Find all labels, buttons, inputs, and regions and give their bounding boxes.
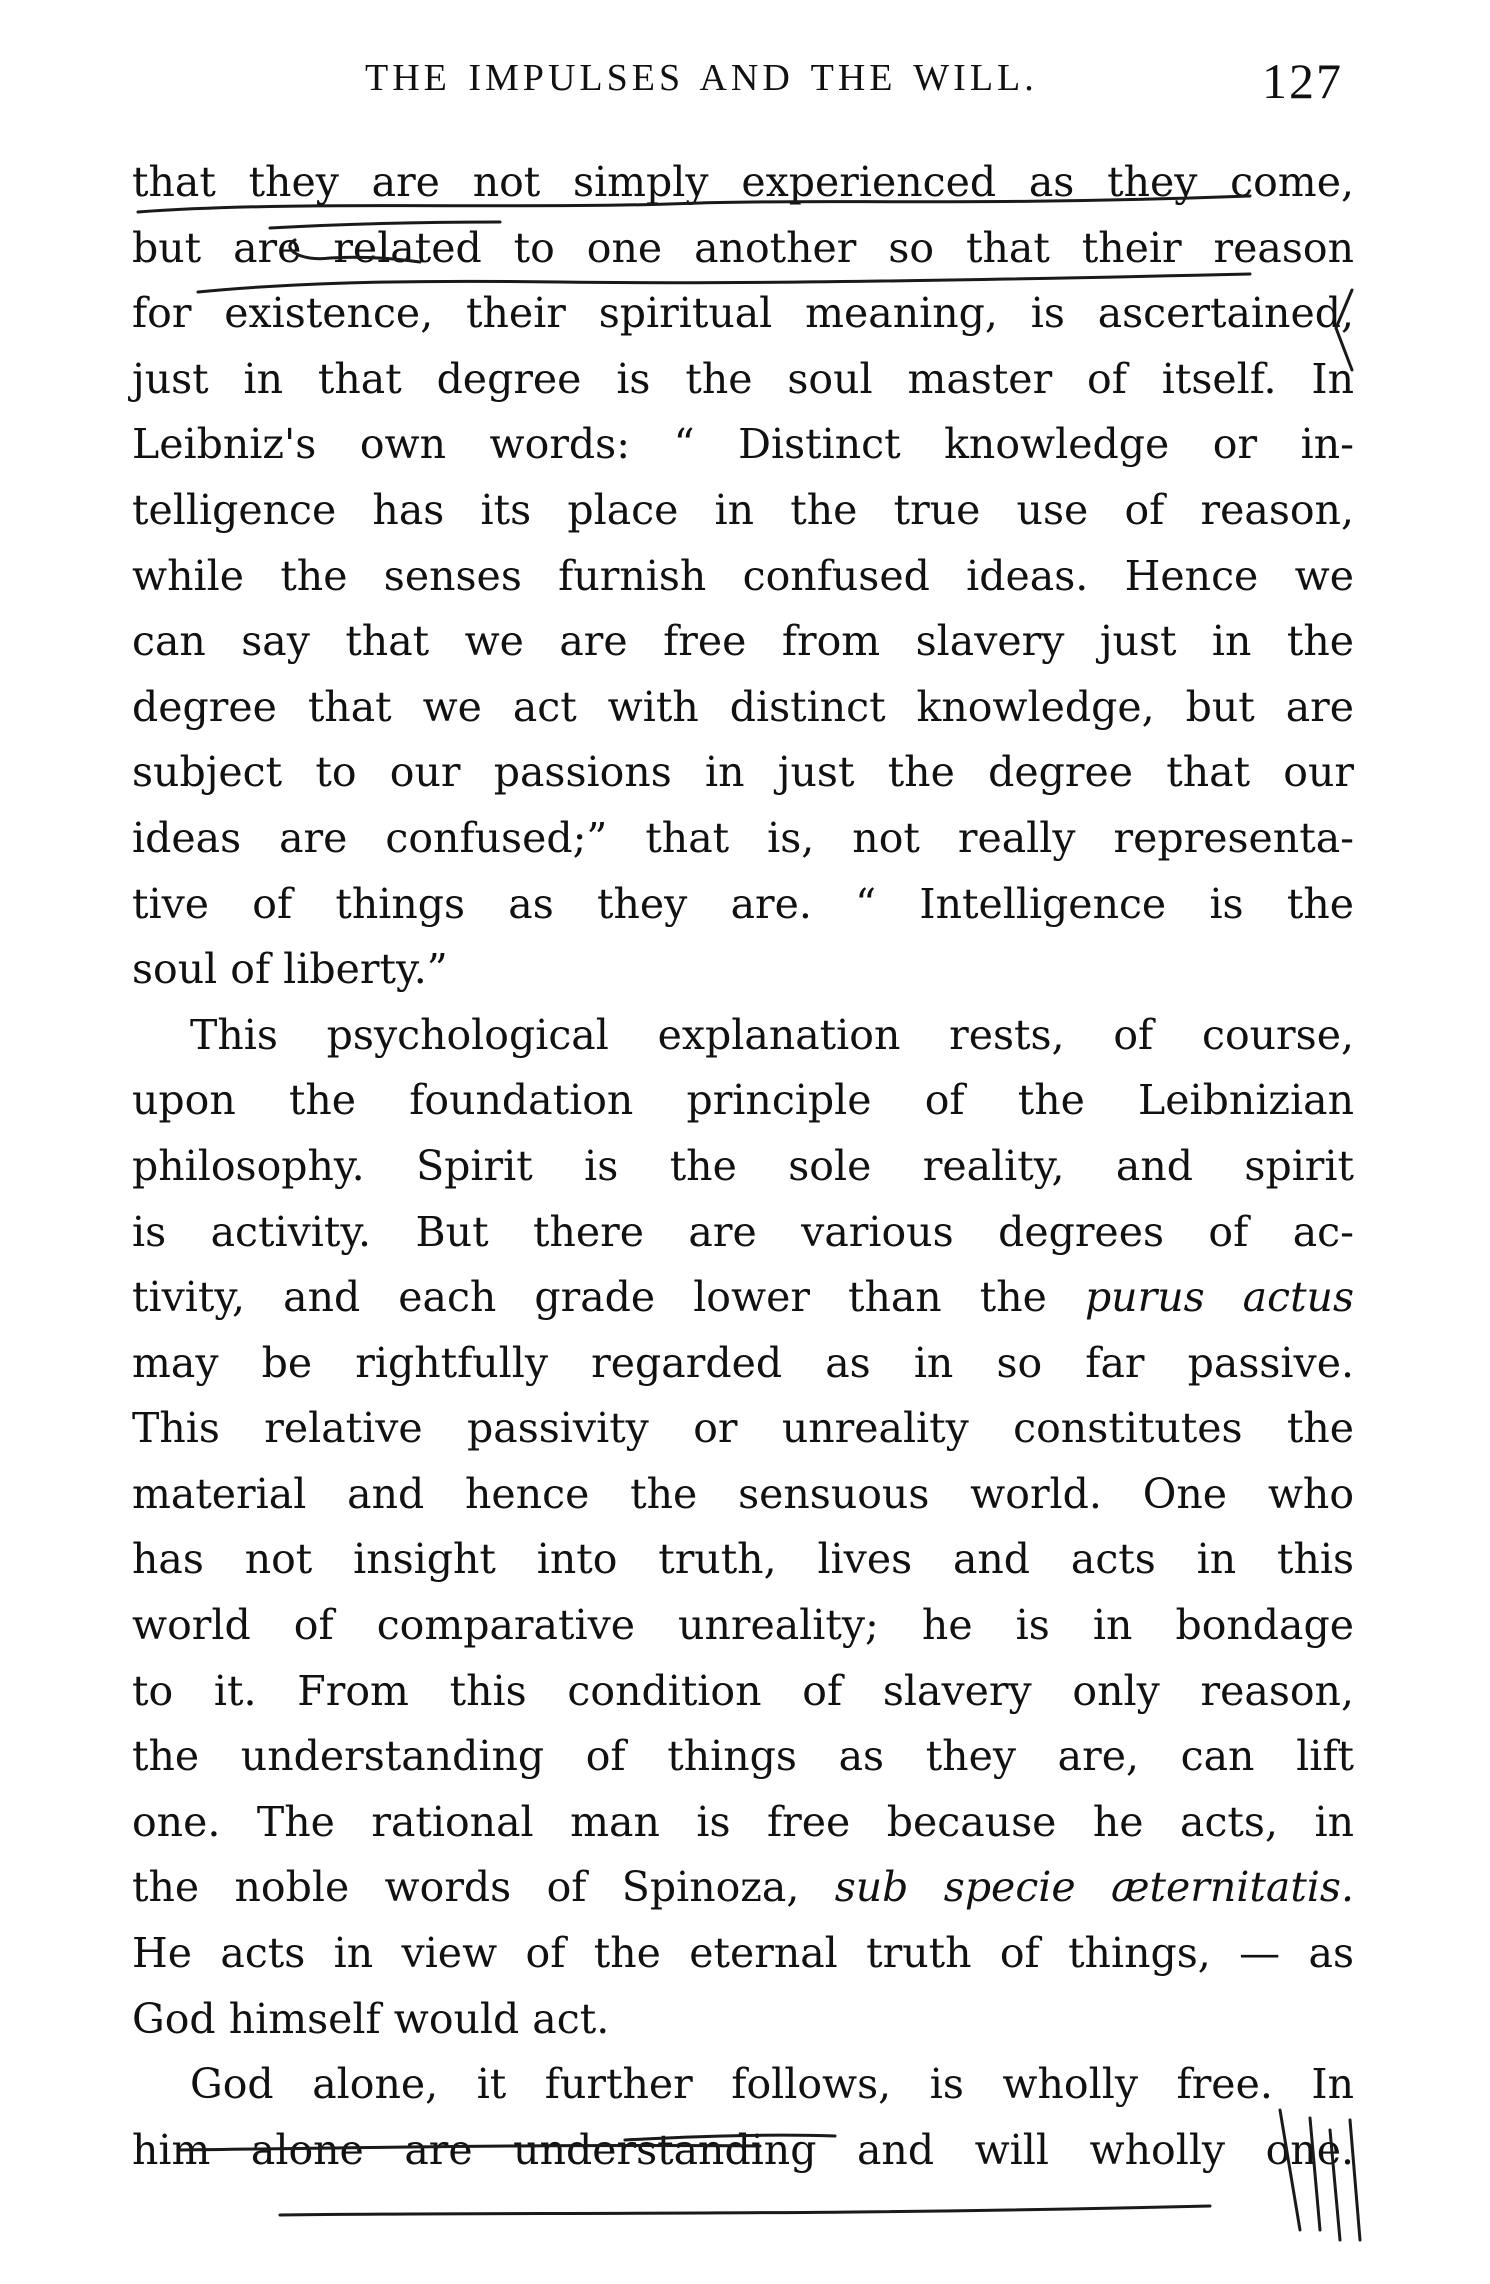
text-line: to it. From this condition of slavery only reason, [132, 1666, 1354, 1715]
text-line: philosophy. Spirit is the sole reality, and spirit [132, 1141, 1354, 1190]
text-line: world of comparative unreality; he is in bondage [132, 1601, 1354, 1650]
text-line: ideas are confused;” that is, not really representa- [132, 813, 1354, 862]
text-line: one. The rational man is free because he acts, in [132, 1797, 1354, 1846]
text-line-with-italic [132, 1265, 1354, 1331]
text-line: is activity. But there are various degrees of ac- [132, 1207, 1354, 1256]
text-run: tivity, and each grade lower than the [132, 1273, 1085, 1322]
running-head [0, 52, 1490, 122]
text-line: Leibniz's own words: “ Distinct knowledge or in- [132, 420, 1354, 469]
text-line: degree that we act with distinct knowledge, but are [132, 682, 1354, 731]
pen-underline-5 [280, 2206, 1210, 2215]
text-line: him alone are understanding and will wholly one. [132, 2125, 1354, 2174]
text-line: has not insight into truth, lives and acts in this [132, 1535, 1354, 1584]
text-line: for existence, their spiritual meaning, is ascertained, [132, 289, 1354, 338]
italic-phrase: sub specie æternitatis. [834, 1863, 1354, 1912]
text-line: soul of liberty.” [132, 945, 448, 994]
text-line: material and hence the sensuous world. One who [132, 1469, 1354, 1518]
text-run: the noble words of Spinoza, [132, 1863, 835, 1912]
text-line: He acts in view of the eternal truth of things, — as [132, 1929, 1354, 1978]
text-line: telligence has its place in the true use of reason, [132, 485, 1354, 534]
text-line: subject to our passions in just the degree that our [132, 748, 1354, 797]
text-line: tive of things as they are. “ Intelligence is the [132, 879, 1354, 928]
text-line: that they are not simply experienced as they come, [132, 158, 1354, 206]
text-line: just in that degree is the soul master of itself. In [132, 354, 1354, 403]
text-line: the understanding of things as they are, can lift [132, 1732, 1354, 1781]
page-number: 127 [1262, 53, 1343, 109]
paragraph-1 [132, 150, 1354, 1003]
paragraph-2 [132, 1003, 1354, 2053]
text-line: God himself would act. [132, 1994, 610, 2043]
paragraph-3 [132, 2052, 1354, 2183]
page-body [132, 150, 1354, 2183]
text-line: upon the foundation principle of the Leibnizian [132, 1076, 1354, 1125]
text-line: This relative passivity or unreality constitutes the [132, 1404, 1354, 1453]
text-line: God alone, it further follows, is wholly free. In [190, 2060, 1354, 2109]
text-line: This psychological explanation rests, of course, [190, 1010, 1354, 1059]
text-line-with-italic [132, 1855, 1354, 1921]
text-line: while the senses furnish confused ideas. Hence we [132, 551, 1354, 600]
text-line: but are related to one another so that their reason [132, 223, 1354, 272]
text-line: can say that we are free from slavery just in the [132, 617, 1354, 666]
text-line: may be rightfully regarded as in so far passive. [132, 1338, 1354, 1387]
italic-phrase: purus actus [1084, 1273, 1354, 1322]
running-title: THE IMPULSES AND THE WILL. [365, 57, 1038, 99]
